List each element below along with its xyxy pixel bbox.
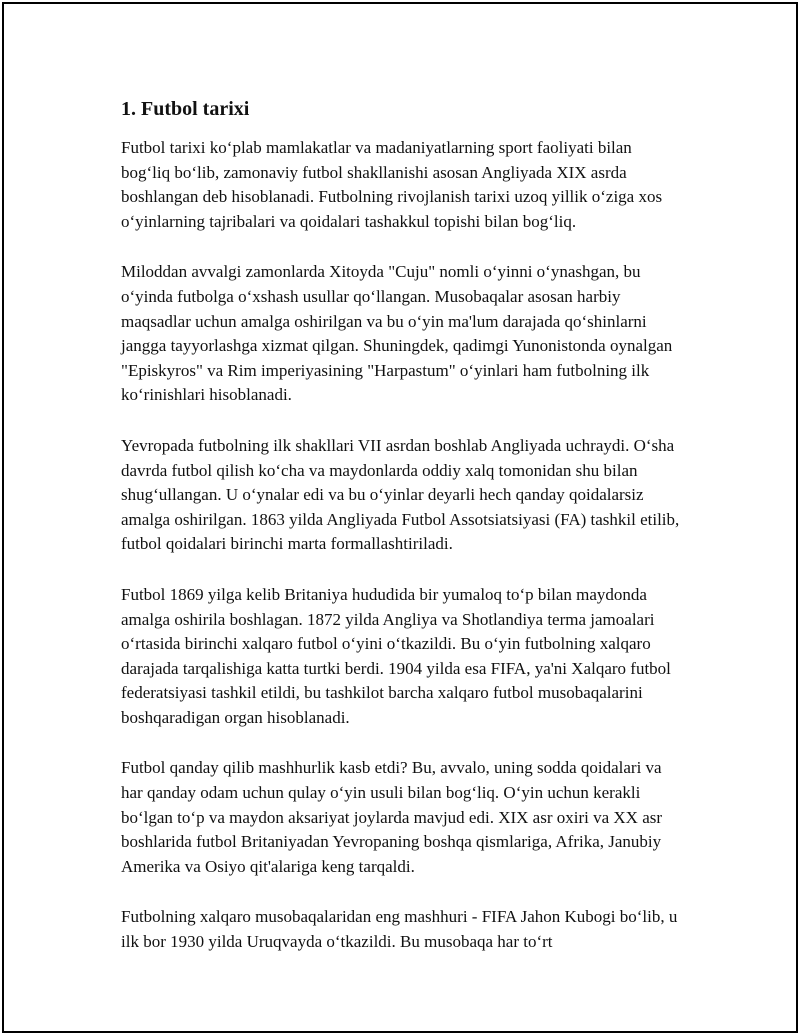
paragraph-4: Futbol 1869 yilga kelib Britaniya hududida bir yumaloq to‘p bilan maydonda amalga oshirila boshlagan. 1872 yilda Angliya va Shotlandiya terma jamoalari o‘rtasida birinchi xalqaro futbol o‘yini o‘tkazildi. Bu o‘yin futbolning xalqaro darajada tarqalishiga katta turtki berdi. 1904 yilda esa FIFA, ya'ni Xalqaro futbol federatsiyasi tashkil etildi, bu tashkilot barcha xalqaro futbol musobaqalarini boshqaradigan organ hisoblanadi. [121,584,671,727]
section-title: 1. Futbol tarixi [121,98,250,120]
document-body [121,94,681,981]
paragraph-2: Miloddan avvalgi zamonlarda Xitoyda "Cuju" nomli o‘yinni o‘ynashgan, bu o‘yinda futbolga o‘xshash usullar qo‘llangan. Musobaqalar asosan harbiy maqsadlar uchun amalga oshirilgan va bu o‘yin ma'lum darajada qo‘shinlarni jangga tayyorlashga xizmat qilgan. Shuningdek, qadimgi Yunonistonda oynalgan "Episkyros" va Rim imperiyasining "Harpastum" o‘yinlari ham futbolning ilk ko‘rinishlari hisoblanadi. [121,262,673,405]
paragraph-5: Futbol qanday qilib mashhurlik kasb etdi? Bu, avvalo, uning sodda qoidalari va har qanday odam uchun qulay o‘yin usuli bilan bog‘liq. O‘yin uchun kerakli bo‘lgan to‘p va maydon aksariyat joylarda mavjud edi. XIX asr oxiri va XX asr boshlarida futbol Britaniyadan Yevropaning boshqa qismlariga, Afrika, Janubiy Amerika va Osiyo qit'alariga keng tarqaldi. [121,758,663,876]
paragraph-3: Yevropada futbolning ilk shakllari VII asrdan boshlab Angliyada uchraydi. O‘sha davrda futbol qilish ko‘cha va maydonlarda oddiy xalq tomonidan shu bilan shug‘ullangan. U o‘ynalar edi va bu o‘yinlar deyarli hech qanday qoidalarsiz amalga oshirilgan. 1863 yilda Angliyada Futbol Assotsiatsiyasi (FA) tashkil etilib, futbol qoidalari birinchi marta formallashtiriladi. [121,435,680,554]
paragraph-1: Futbol tarixi ko‘plab mamlakatlar va madaniyatlarning sport faoliyati bilan bog‘liq bo‘lib, zamonaviy futbol shakllanishi asosan Angliyada XIX asrda boshlangan deb hisoblanadi. Futbolning rivojlanish tarixi uzoq yillik o‘ziga xos o‘yinlarning tajribalari va qoidalari tashakkul topishi bilan bog‘liq. [121,138,663,231]
document-page [2,2,798,1033]
paragraph-6: Futbolning xalqaro musobaqalaridan eng mashhuri - FIFA Jahon Kubogi bo‘lib, u ilk bor 1930 yilda Uruqvayda o‘tkazildi. Bu musobaqa har to‘rt [121,907,678,952]
